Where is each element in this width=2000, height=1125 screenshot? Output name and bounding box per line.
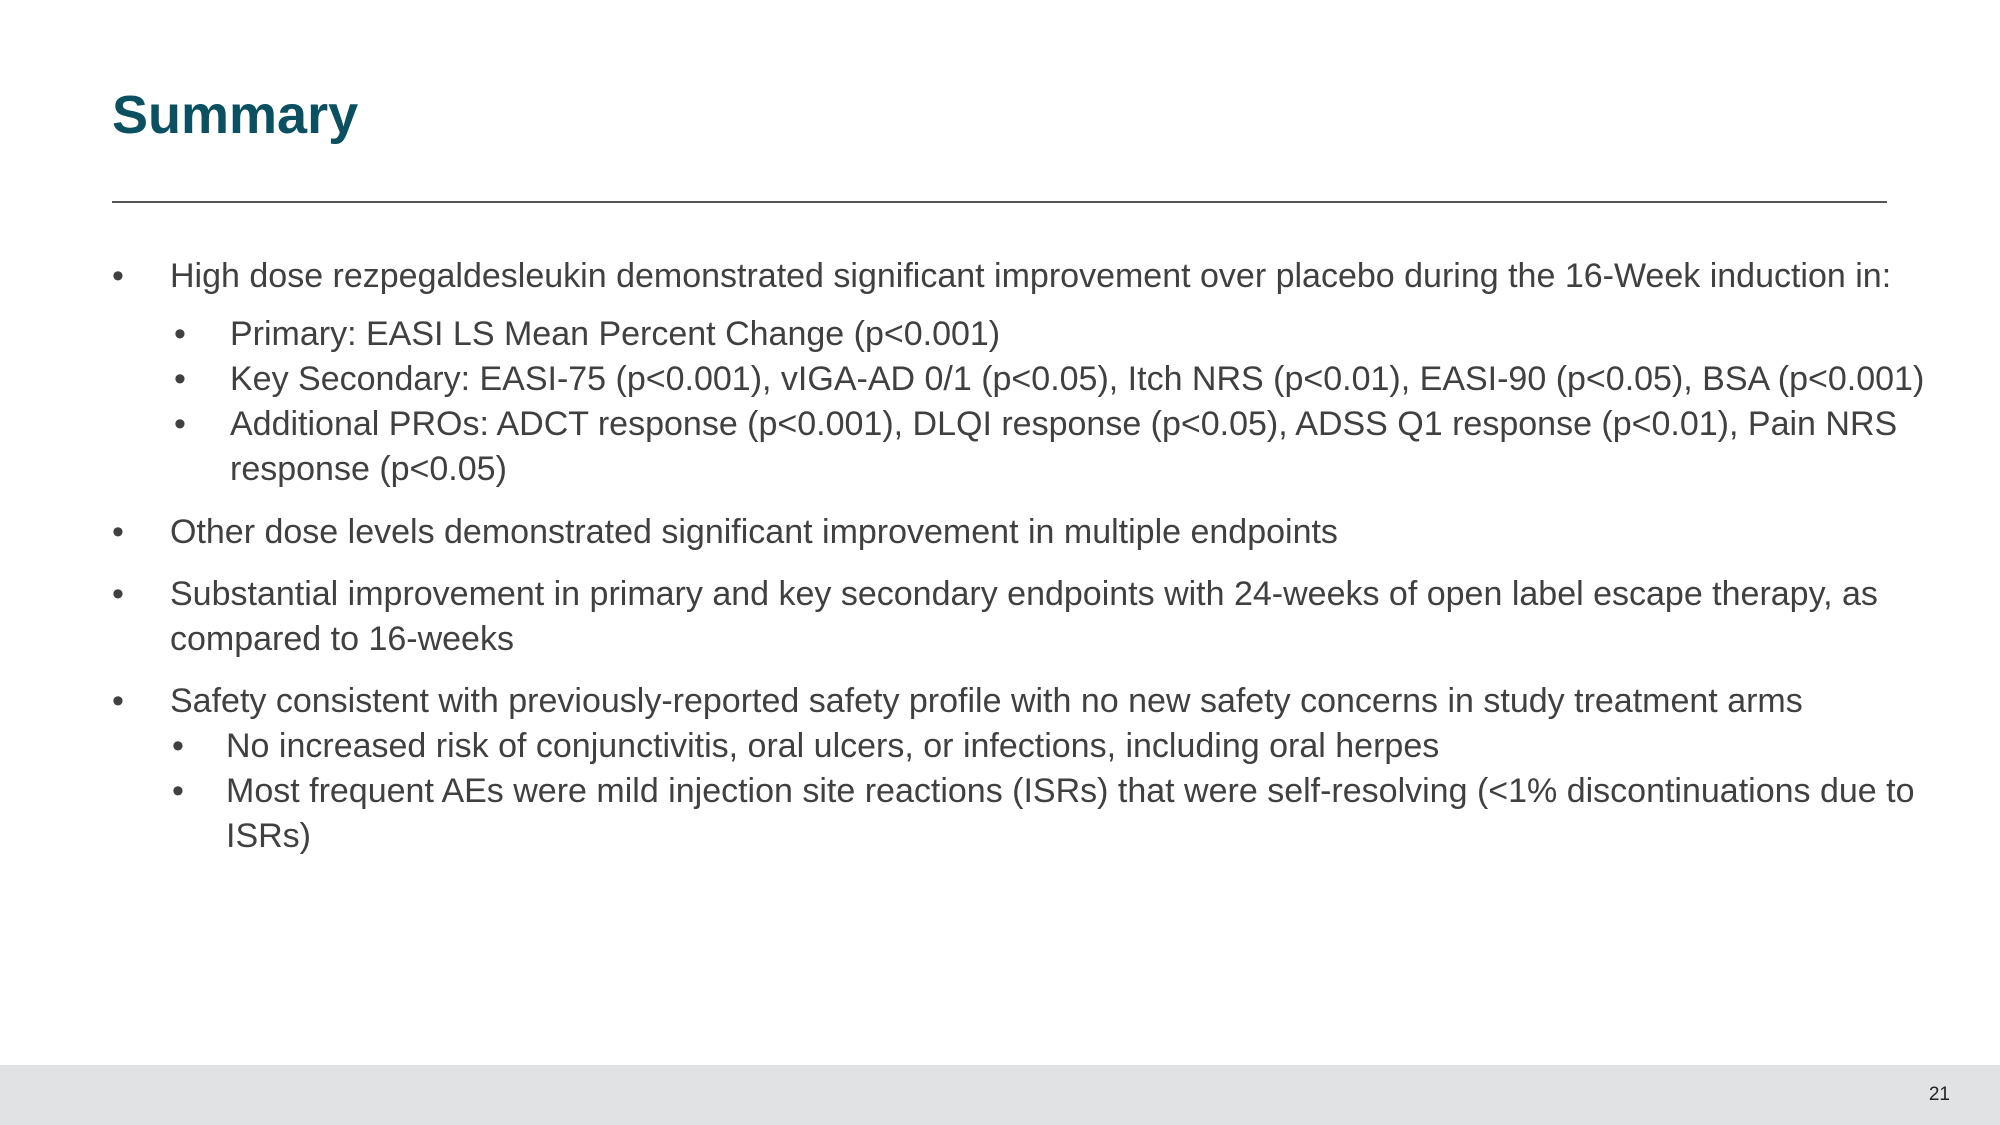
bullet-text: Other dose levels demonstrated significant improvement in multiple endpoints [170,513,1338,551]
sub-bullet-item [112,402,1932,492]
sub-bullet-text: Key Secondary: EASI-75 (p<0.001), vIGA-AD 0/1 (p<0.05), Itch NRS (p<0.01), EASI-90 (p<0.05), BSA (p<0.001) [230,360,1925,398]
sub-bullet-marker: • [174,315,186,353]
bullet-item [112,254,1932,299]
bullet-marker: • [112,682,124,720]
sub-bullet-marker: • [172,727,184,765]
bullet-item [112,510,1932,555]
bullet-text: Safety consistent with previously-reported safety profile with no new safety concerns in study treatment arms [170,682,1803,720]
bullet-item [112,679,1932,724]
page-number: 21 [1928,1084,1950,1105]
title-divider [112,201,1887,203]
sub-bullet-text: Most frequent AEs were mild injection site reactions (ISRs) that were self-resolving (<1% discontinuations due to ISRs) [226,772,1915,855]
bullet-text: Substantial improvement in primary and key secondary endpoints with 24-weeks of open label escape therapy, as compared to 16-weeks [170,575,1878,658]
sub-bullet-marker: • [174,405,186,443]
sub-bullet-item [112,769,1932,859]
sub-bullet-text: Primary: EASI LS Mean Percent Change (p<0.001) [230,315,1001,353]
bullet-text: High dose rezpegaldesleukin demonstrated significant improvement over placebo during the 16-Week induction in: [170,257,1892,295]
sub-bullet-marker: • [174,360,186,398]
bullet-list [112,254,1932,859]
bullet-marker: • [112,575,124,613]
sub-bullet-item [112,357,1932,402]
sub-bullet-item [112,724,1932,769]
sub-bullet-marker: • [172,772,184,810]
bullet-marker: • [112,257,124,295]
bullet-marker: • [112,513,124,551]
footer-bar [0,1065,2000,1125]
sub-bullet-text: Additional PROs: ADCT response (p<0.001), DLQI response (p<0.05), ADSS Q1 response (p<0.01), Pain NRS response (p<0.05) [230,405,1898,488]
bullet-item [112,572,1932,662]
slide-title: Summary [112,85,359,145]
sub-bullet-item [112,312,1932,357]
sub-bullet-text: No increased risk of conjunctivitis, oral ulcers, or infections, including oral herpes [226,727,1440,765]
